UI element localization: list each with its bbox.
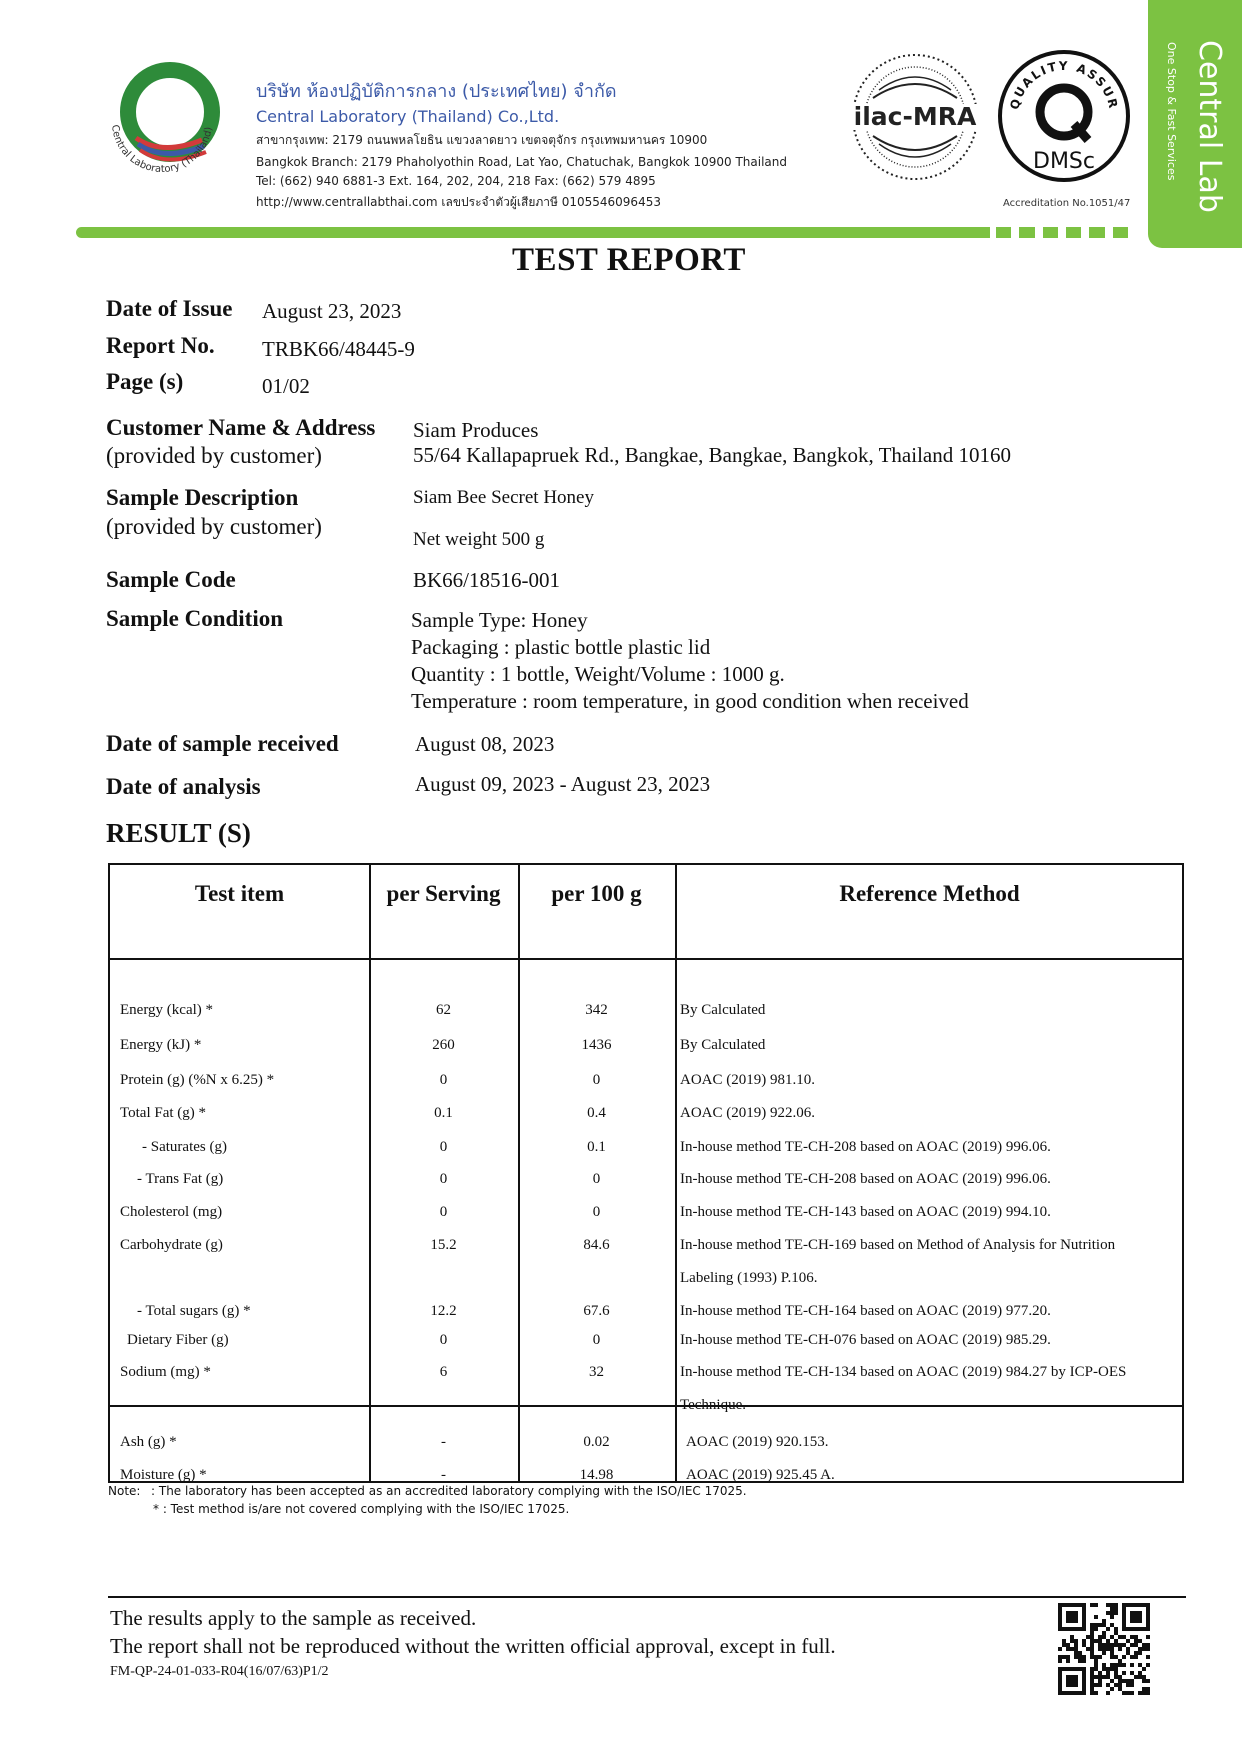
date-analysis-value: August 09, 2023 - August 23, 2023 — [415, 772, 711, 796]
cell-per-serving: 0 — [439, 1139, 448, 1155]
cell-test-item: Energy (kJ) * — [120, 1037, 202, 1053]
condition-quantity: Quantity : 1 bottle, Weight/Volume : 1000 g. — [411, 662, 785, 686]
customer-sublabel: (provided by customer) — [106, 443, 322, 468]
cell-reference-method: AOAC (2019) 981.10. — [680, 1072, 815, 1088]
customer-name: Siam Produces — [413, 418, 539, 442]
report-no-value: TRBK66/48445-9 — [262, 337, 415, 361]
cell-reference-method: Technique. — [680, 1397, 747, 1413]
cell-reference-method: In-house method TE-CH-076 based on AOAC (2019) 985.29. — [680, 1332, 1051, 1348]
header-divider-dashes — [996, 227, 1128, 238]
form-code: FM-QP-24-01-033-R04(16/07/63)P1/2 — [110, 1664, 329, 1679]
note-label: Note: — [108, 1484, 141, 1498]
condition-temperature: Temperature : room temperature, in good condition when received — [411, 689, 969, 713]
cell-test-item: Sodium (mg) * — [120, 1364, 211, 1380]
customer-address: 55/64 Kallapapruek Rd., Bangkae, Bangkae, Bangkok, Thailand 10160 — [413, 443, 1011, 467]
sample-code-value: BK66/18516-001 — [413, 568, 560, 592]
hq-address: สาขากรุงเทพ: 2179 ถนนพหลโยธิน แขวงลาดยาว เขตจตุจักร กรุงเทพมหานคร 10900 — [256, 133, 708, 147]
date-received-value: August 08, 2023 — [415, 732, 555, 756]
cell-test-item: - Total sugars (g) * — [137, 1303, 251, 1319]
pages-label: Page (s) — [106, 369, 184, 394]
cell-reference-method: In-house method TE-CH-134 based on AOAC (2019) 984.27 by ICP-OES — [680, 1364, 1127, 1380]
cell-per-serving: 15.2 — [430, 1237, 457, 1253]
cell-per-100g: 1436 — [581, 1037, 612, 1053]
header-per-100g: per 100 g — [551, 881, 642, 906]
results-table — [108, 863, 1184, 1483]
company-name-english: Central Laboratory (Thailand) Co.,Ltd. — [256, 107, 560, 126]
cell-reference-method: In-house method TE-CH-169 based on Method of Analysis for Nutrition — [680, 1237, 1116, 1253]
ilac-mra-label: ilac-MRA — [853, 102, 977, 131]
note-accredited: : The laboratory has been accepted as an accredited laboratory complying with the ISO/IEC 17025. — [151, 1484, 747, 1498]
svg-text:QUALITY ASSURANCE — [996, 48, 1121, 111]
cell-per-100g: 342 — [585, 1002, 608, 1018]
cell-test-item: Dietary Fiber (g) — [127, 1332, 229, 1348]
results-heading: RESULT (S) — [106, 818, 251, 848]
report-no-label: Report No. — [106, 333, 215, 358]
side-tab-title: Central Lab — [1192, 40, 1227, 213]
note-not-covered: * : Test method is/are not covered complying with the ISO/IEC 17025. — [153, 1502, 570, 1516]
cell-per-100g: 0 — [592, 1332, 601, 1348]
sample-description-name: Siam Bee Secret Honey — [413, 487, 594, 508]
logo-ring-text: Central Laboratory (Thailand) — [109, 124, 215, 176]
cell-test-item: - Saturates (g) — [142, 1139, 227, 1155]
cell-per-serving: 6 — [439, 1364, 448, 1380]
cell-per-serving: - — [441, 1467, 446, 1483]
cell-test-item: Energy (kcal) * — [120, 1002, 214, 1018]
header-per-serving: per Serving — [386, 881, 501, 906]
date-analysis-label: Date of analysis — [106, 774, 261, 799]
company-name-thai: บริษัท ห้องปฏิบัติการกลาง (ประเทศไทย) จำกัด — [256, 81, 617, 102]
condition-packaging: Packaging : plastic bottle plastic lid — [411, 635, 711, 659]
header-divider — [76, 227, 990, 238]
cell-test-item: Ash (g) * — [120, 1434, 177, 1450]
footer-results-statement: The results apply to the sample as received. — [110, 1606, 477, 1630]
sample-condition-label: Sample Condition — [106, 606, 284, 631]
website-tax-id: http://www.centrallabthai.com เลขประจำตัวผู้เสียภาษี 0105546096453 — [256, 195, 661, 209]
header-test-item: Test item — [194, 881, 285, 906]
cell-per-serving: 62 — [436, 1002, 451, 1018]
cell-per-100g: 0.1 — [587, 1139, 606, 1155]
sample-code-label: Sample Code — [106, 567, 236, 592]
cell-test-item: Moisture (g) * — [120, 1467, 207, 1483]
cell-reference-method: By Calculated — [680, 1002, 766, 1018]
quality-assurance-seal — [996, 48, 1132, 184]
cell-per-100g: 32 — [589, 1364, 604, 1380]
pages-value: 01/02 — [262, 374, 310, 398]
cell-test-item: Cholesterol (mg) — [120, 1204, 223, 1220]
cell-per-serving: 0 — [439, 1171, 448, 1187]
cell-reference-method: AOAC (2019) 922.06. — [680, 1105, 815, 1121]
cell-per-serving: 12.2 — [430, 1303, 457, 1319]
cell-per-100g: 14.98 — [579, 1467, 614, 1483]
condition-sample-type: Sample Type: Honey — [411, 608, 588, 632]
qr-code[interactable] — [1058, 1603, 1150, 1695]
cell-per-100g: 0 — [592, 1171, 601, 1187]
cell-per-serving: 0 — [439, 1204, 448, 1220]
central-lab-side-tab — [1148, 0, 1242, 248]
cell-per-serving: - — [441, 1434, 446, 1450]
side-tab-subtitle: One Stop & Fast Services — [1165, 42, 1178, 181]
cell-reference-method: In-house method TE-CH-143 based on AOAC (2019) 994.10. — [680, 1204, 1051, 1220]
cell-reference-method: AOAC (2019) 920.153. — [686, 1434, 829, 1450]
customer-label: Customer Name & Address — [106, 415, 376, 440]
central-lab-logo — [92, 52, 232, 192]
cell-test-item: Total Fat (g) * — [120, 1105, 207, 1121]
cell-reference-method: AOAC (2019) 925.45 A. — [686, 1467, 835, 1483]
footer-reproduction-statement: The report shall not be reproduced without the written official approval, except in full. — [110, 1634, 836, 1658]
cell-per-100g: 0 — [592, 1204, 601, 1220]
sample-description-sublabel: (provided by customer) — [106, 514, 322, 539]
header-reference-method: Reference Method — [839, 881, 1020, 906]
qa-seal-top-text: QUALITY ASSUR — [1007, 58, 1121, 112]
company-block — [256, 76, 787, 212]
cell-per-serving: 0.1 — [434, 1105, 453, 1121]
cell-per-100g: 84.6 — [583, 1237, 610, 1253]
sample-description-weight: Net weight 500 g — [413, 529, 545, 550]
cell-reference-method: In-house method TE-CH-208 based on AOAC (2019) 996.06. — [680, 1171, 1051, 1187]
cell-per-100g: 67.6 — [583, 1303, 610, 1319]
cell-reference-method: Labeling (1993) P.106. — [680, 1270, 818, 1286]
cell-per-serving: 0 — [439, 1072, 448, 1088]
date-of-issue-label: Date of Issue — [106, 296, 233, 321]
qa-seal-bottom-text: DMSc — [1033, 149, 1095, 174]
cell-reference-method: By Calculated — [680, 1037, 766, 1053]
cell-per-100g: 0.4 — [587, 1105, 606, 1121]
cell-per-100g: 0 — [592, 1072, 601, 1088]
tel-fax: Tel: (662) 940 6881-3 Ext. 164, 202, 204, 218 Fax: (662) 579 4895 — [256, 174, 656, 188]
branch-address: Bangkok Branch: 2179 Phaholyothin Road, Lat Yao, Chatuchak, Bangkok 10900 Thailand — [256, 155, 787, 169]
cell-test-item: - Trans Fat (g) — [137, 1171, 224, 1187]
cell-per-serving: 0 — [439, 1332, 448, 1348]
cell-reference-method: In-house method TE-CH-164 based on AOAC (2019) 977.20. — [680, 1303, 1051, 1319]
date-received-label: Date of sample received — [106, 731, 339, 756]
footer-divider — [108, 1596, 1186, 1598]
cell-test-item: Protein (g) (%N x 6.25) * — [120, 1072, 275, 1088]
cell-per-100g: 0.02 — [583, 1434, 610, 1450]
date-of-issue-value: August 23, 2023 — [262, 299, 402, 323]
accreditation-number: Accreditation No.1051/47 — [1003, 198, 1131, 209]
cell-per-serving: 260 — [432, 1037, 455, 1053]
cell-reference-method: In-house method TE-CH-208 based on AOAC (2019) 996.06. — [680, 1139, 1051, 1155]
sample-description-label: Sample Description — [106, 485, 299, 510]
cell-test-item: Carbohydrate (g) — [120, 1237, 223, 1253]
ilac-mra-logo — [848, 50, 982, 184]
report-title: TEST REPORT — [512, 242, 746, 278]
